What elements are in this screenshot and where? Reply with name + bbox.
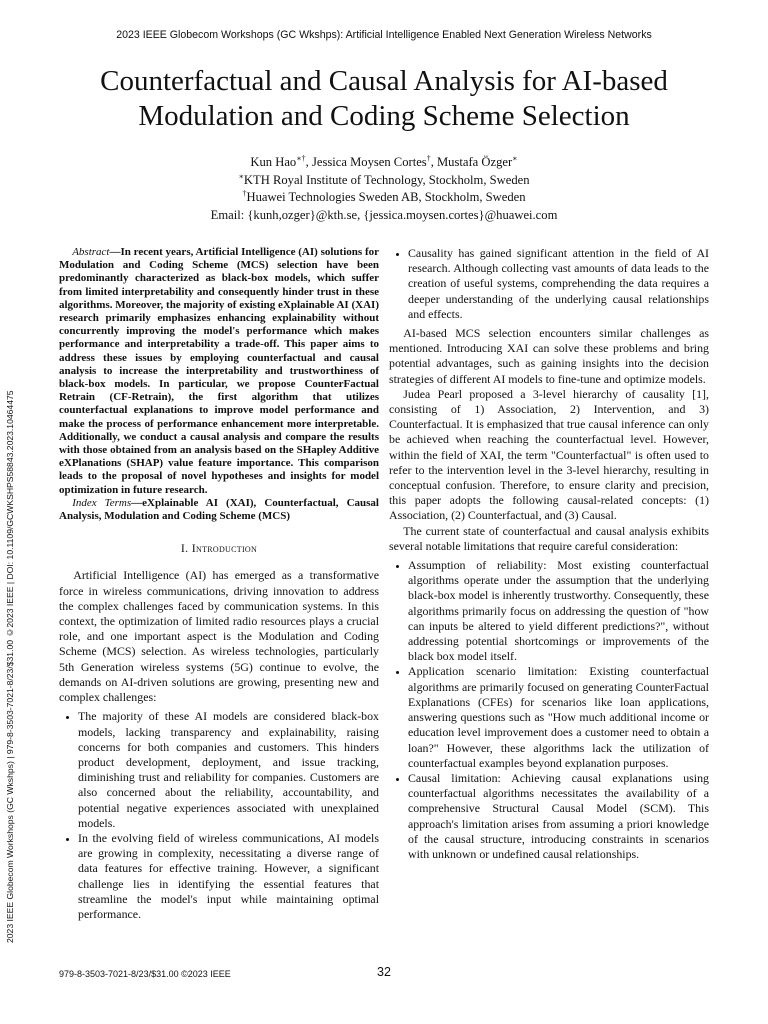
abstract (59, 246, 379, 497)
challenge-list (59, 709, 379, 922)
list-item: • Assumption of reliability: Most existing counterfactual algorithms operate under the assumption that the underlying black-box model is inherently trustworthy. Consequently, these algorithms primarily focus on addressing the question of "how can inputs be altered to yield different predictions?", without addressing potential shortcomings or improvements of the black box model itself. (408, 558, 709, 664)
abstract-label: Abstract (72, 246, 110, 258)
page-number: 32 (377, 965, 391, 979)
footer-copyright: 979-8-3503-7021-8/23/$31.00 ©2023 IEEE (59, 969, 231, 979)
body-paragraph: AI-based MCS selection encounters similar challenges as mentioned. Introducing XAI can solve these problems and bring potential advantages, such as gaining insights into the decision strategies of different AI models to fine-tune and optimize models. (389, 326, 709, 386)
affiliation-text: KTH Royal Institute of Technology, Stockholm, Sweden (243, 172, 530, 187)
limitations-list (389, 558, 709, 862)
index-terms (59, 497, 379, 523)
list-item: • In the evolving field of wireless communications, AI models are growing in complexity, necessitating a diverse range of data features for effective training. However, a significant challenge lies in identifying the essential features that streamline the model's input while maintaining optimal performance. (78, 831, 379, 922)
paper-title: Counterfactual and Causal Analysis for AI-based Modulation and Coding Scheme Selection (100, 65, 668, 132)
list-item: • The majority of these AI models are considered black-box models, lacking transparency and explainability, raising concerns for both companies and customers. This hinders product development, deployment, and issue tracking, diminishing trust and reliability for companies. Customers are also concerned about the reliability, accountability, and potential negative experiences associated with unexplained models. (78, 709, 379, 831)
affiliation-text: Huawei Technologies Sweden AB, Stockholm, Sweden (246, 190, 526, 204)
list-item: • Application scenario limitation: Existing counterfactual algorithms are primarily focused on generating CounterFactual Explanations (CFEs) for scenarios like loan applications, answering questions such as "How much additional income or education level improvement does a customer need to obtain a loan?" However, these algorithms lack the utilization of counterfactual examples beyond explanation purposes. (408, 664, 709, 770)
conference-header: 2023 IEEE Globecom Workshops (GC Wkshps): Artificial Intelligence Enabled Next Generation Wireless Networks (116, 29, 652, 41)
right-column (389, 246, 709, 866)
index-terms-text: —eXplainable AI (XAI), Counterfactual, Causal Analysis, Modulation and Coding Scheme (MCS) (59, 496, 379, 523)
abstract-text: —In recent years, Artificial Intelligence (AI) solutions for Modulation and Coding Scheme (MCS) selection have been predominantly characterized as black-box models, which suffer from limited interpretability and consequently hinder trust in these algorithms. Moreover, the majority of existing eXplainable AI (XAI) research primarily emphasizes enhancing explainability without concurrently improving the model's performance which makes performance and interpretability a trade-off. This paper aims to address these issues by employing counterfactual and causal analysis to increase the interpretability and trustworthiness of black-box models. In particular, we propose CounterFactual Retrain (CF-Retrain), the first algorithm that utilizes counterfactual explanations to improve model performance and make the process of performance enhancement more interpretable. Additionally, we conduct a causal analysis and compare the results with those obtained from an analysis based on the SHapley Additive eXPlanations (SHAP) value feature importance. This comparison leads to the proposal of novel hypotheses and insights for model optimization in future research. (59, 246, 379, 496)
author-affiliation-mark: ∗ (512, 153, 518, 163)
intro-paragraph: Artificial Intelligence (AI) has emerged as a transformative force in wireless communications, driving innovation to address the complex challenges faced by communication systems. In this context, the optimization of limited radio resources plays a crucial role, and one important aspect is the Modulation and Coding Scheme (MCS) selection. As wireless technologies, particularly 5th Generation wireless systems (5G) continue to evolve, the demands on AI-driven solutions are growing, presenting new and complex challenges: (59, 568, 379, 705)
affiliation-2 (0, 189, 768, 207)
list-item: • Causal limitation: Achieving causal explanations using counterfactual algorithms necessitates the availability of a comprehensive Structural Causal Model (SCM). This approach's limitation arises from assuming a priori knowledge of the causal structure, introducing constraints in scenarios with unknown or undefined causal relationships. (408, 771, 709, 862)
author-email: Email: {kunh,ozger}@kth.se, {jessica.moysen.cortes}@huawei.com (210, 207, 558, 222)
index-terms-label: Index Terms (72, 496, 132, 509)
section-title: Introduction (191, 541, 258, 556)
left-column (59, 246, 379, 926)
author-affiliation-mark: ∗† (296, 153, 306, 163)
list-item: • Causality has gained significant attention in the field of AI research. Although collecting vast amounts of data leads to the creation of useful systems, comprehending the data requires a deeper understanding of the underlying causal relationships and effects. (408, 246, 709, 322)
section-number: I. (180, 541, 192, 556)
author-affiliation-mark: † (426, 153, 431, 163)
author-line: Kun Hao∗†, Jessica Moysen Cortes†, Mustafa Özger∗ (250, 153, 518, 169)
author-block (0, 154, 768, 224)
body-paragraph: The current state of counterfactual and causal analysis exhibits several notable limitations that require careful consideration: (389, 523, 709, 553)
body-paragraph: Judea Pearl proposed a 3-level hierarchy of causality [1], consisting of 1) Association, 2) Intervention, and 3) Counterfactual. It is emphasized that true causal inference can only be achieved when reaching the counterfactual level. However, within the field of XAI, the term "Counterfactual" is often used to refer to the intervention level in the 3-level hierarchy, resulting in conceptual confusion. Therefore, to ensure clarity and precision, this paper adopts the following causal-related concepts: (1) Association, (2) Counterfactual, and (3) Causal. (389, 386, 709, 523)
section-heading (59, 541, 379, 556)
side-doi-identifier: 2023 IEEE Globecom Workshops (GC Wkshps) | 979-8-3503-7021-8/23/$31.00 ©2023 IEEE | DOI: 10.1109/GCWKSHPS58843.2023.10464475 (5, 390, 15, 944)
challenge-list-continued (389, 246, 709, 322)
author-name: Kun Hao (250, 155, 297, 169)
author-name: Mustafa Özger (436, 155, 513, 169)
affiliation-1 (0, 172, 768, 190)
affiliation-mark: ∗ (238, 171, 244, 181)
author-name: Jessica Moysen Cortes (311, 155, 427, 169)
affiliation-mark: † (242, 188, 247, 198)
